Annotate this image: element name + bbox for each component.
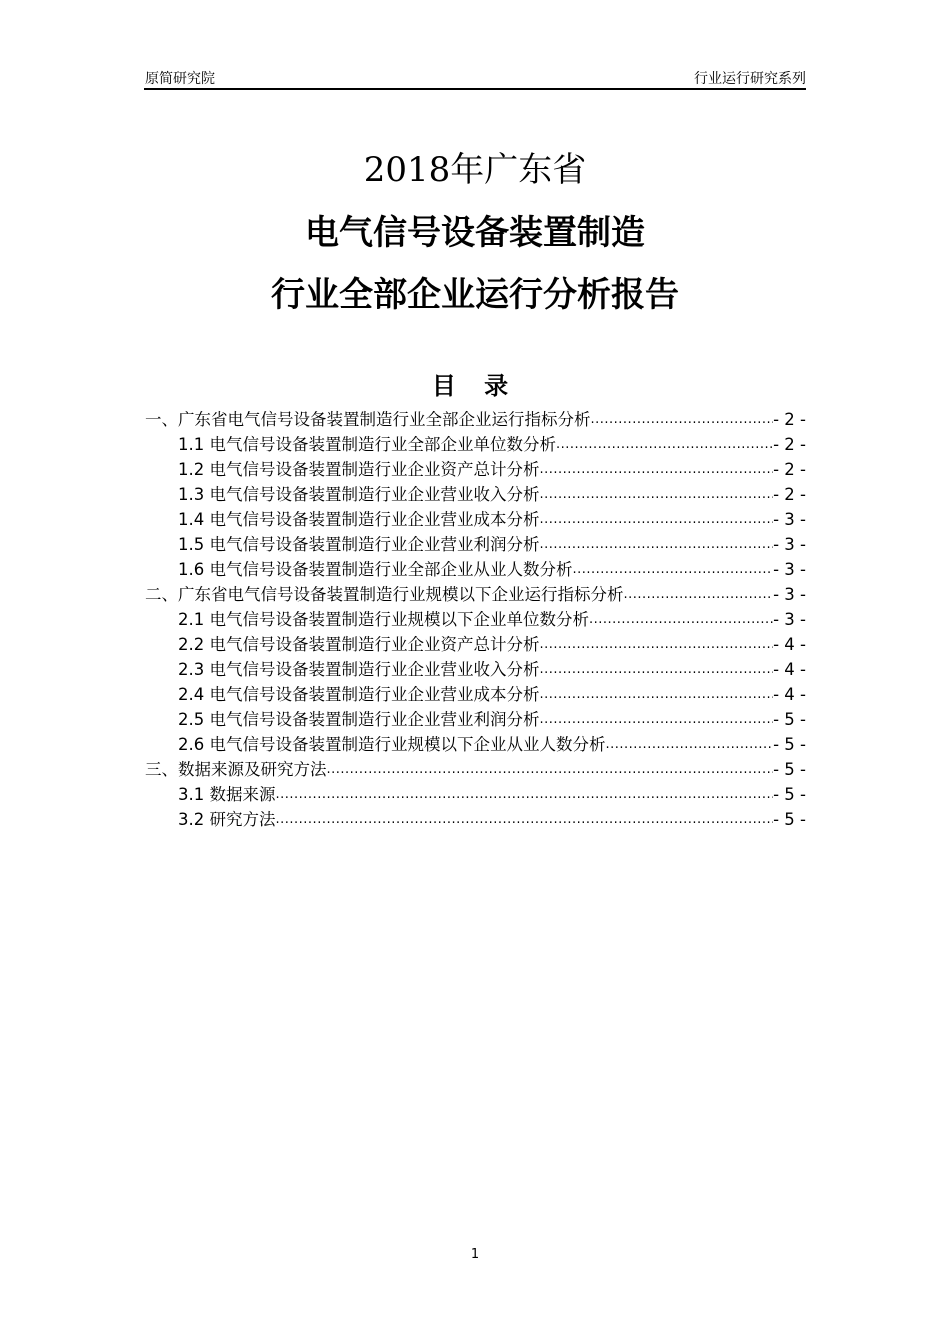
toc-dot-leader: [606, 732, 774, 757]
toc-entry-label: 2.1 电气信号设备装置制造行业规模以下企业单位数分析: [178, 610, 589, 629]
toc-entry-page: - 2 -: [773, 410, 806, 429]
toc-entry-label: 一、广东省电气信号设备装置制造行业全部企业运行指标分析: [145, 410, 591, 429]
title-line-3: 行业全部企业运行分析报告: [271, 275, 679, 315]
toc-dot-leader: [540, 632, 774, 657]
toc-dot-leader: [624, 582, 774, 607]
header-series: 行业运行研究系列: [694, 71, 806, 87]
toc-entry[interactable]: [145, 607, 806, 632]
toc-entry-label: 1.2 电气信号设备装置制造行业企业资产总计分析: [178, 460, 540, 479]
toc-entry-page: - 3 -: [773, 535, 806, 554]
toc-dot-leader: [556, 432, 773, 457]
toc-entry[interactable]: [145, 782, 806, 807]
toc-entry-label: 二、广东省电气信号设备装置制造行业规模以下企业运行指标分析: [145, 585, 624, 604]
toc-entry-label: 2.6 电气信号设备装置制造行业规模以下企业从业人数分析: [178, 735, 606, 754]
toc-heading: 目 录: [431, 372, 519, 400]
toc-dot-leader: [540, 482, 774, 507]
toc-entry[interactable]: [145, 532, 806, 557]
toc-entry-label: 3.2 研究方法: [178, 810, 276, 829]
toc-entry-page: - 5 -: [773, 735, 806, 754]
toc-dot-leader: [327, 757, 774, 782]
toc-dot-leader: [589, 607, 773, 632]
toc-entry-page: - 5 -: [773, 785, 806, 804]
toc-entry[interactable]: [145, 457, 806, 482]
toc-entry-page: - 2 -: [773, 460, 806, 479]
title-line-2: 电气信号设备装置制造: [305, 213, 645, 253]
toc-entry[interactable]: [145, 432, 806, 457]
toc-entry[interactable]: [145, 482, 806, 507]
toc-dot-leader: [540, 707, 774, 732]
toc-dot-leader: [540, 657, 774, 682]
page-number: 1: [470, 1247, 480, 1262]
toc-entry[interactable]: [145, 582, 806, 607]
toc-dot-leader: [540, 682, 774, 707]
toc-entry-page: - 3 -: [773, 560, 806, 579]
toc-dot-leader: [540, 532, 774, 557]
header-org: 原简研究院: [145, 71, 215, 87]
toc-entry-page: - 4 -: [773, 685, 806, 704]
toc-entry-label: 2.3 电气信号设备装置制造行业企业营业收入分析: [178, 660, 540, 679]
toc-entry-page: - 5 -: [773, 810, 806, 829]
title-line-1: 2018年广东省: [363, 150, 587, 190]
toc-entry-label: 1.1 电气信号设备装置制造行业全部企业单位数分析: [178, 435, 556, 454]
toc-entry-page: - 2 -: [773, 435, 806, 454]
toc-entry-page: - 4 -: [773, 635, 806, 654]
toc-entry[interactable]: [145, 657, 806, 682]
toc-entry-label: 3.1 数据来源: [178, 785, 276, 804]
toc-entry-label: 1.6 电气信号设备装置制造行业全部企业从业人数分析: [178, 560, 573, 579]
toc-dot-leader: [591, 407, 774, 432]
header-rule: [144, 88, 806, 90]
toc-entry[interactable]: [145, 632, 806, 657]
toc-entry[interactable]: [145, 507, 806, 532]
toc-entry[interactable]: [145, 807, 806, 832]
toc-dot-leader: [573, 557, 774, 582]
toc-dot-leader: [276, 782, 774, 807]
toc-entry[interactable]: [145, 407, 806, 432]
toc-entry[interactable]: [145, 732, 806, 757]
toc-entry-page: - 5 -: [773, 710, 806, 729]
toc-entry-label: 2.2 电气信号设备装置制造行业企业资产总计分析: [178, 635, 540, 654]
toc-entry-label: 2.5 电气信号设备装置制造行业企业营业利润分析: [178, 710, 540, 729]
toc-entry[interactable]: [145, 757, 806, 782]
toc-entry-label: 1.3 电气信号设备装置制造行业企业营业收入分析: [178, 485, 540, 504]
toc-entry-label: 2.4 电气信号设备装置制造行业企业营业成本分析: [178, 685, 540, 704]
toc-entry-page: - 3 -: [773, 510, 806, 529]
toc-entry-label: 1.5 电气信号设备装置制造行业企业营业利润分析: [178, 535, 540, 554]
toc-entry-page: - 3 -: [773, 585, 806, 604]
toc-entry[interactable]: [145, 707, 806, 732]
toc-entry-page: - 5 -: [773, 760, 806, 779]
toc-entry-page: - 2 -: [773, 485, 806, 504]
toc-entry-label: 1.4 电气信号设备装置制造行业企业营业成本分析: [178, 510, 540, 529]
toc-dot-leader: [540, 507, 774, 532]
toc-entry[interactable]: [145, 557, 806, 582]
toc-entry-label: 三、数据来源及研究方法: [145, 760, 327, 779]
toc-entry[interactable]: [145, 682, 806, 707]
toc-dot-leader: [540, 457, 774, 482]
toc-entry-page: - 4 -: [773, 660, 806, 679]
toc-dot-leader: [276, 807, 774, 832]
toc-entry-page: - 3 -: [773, 610, 806, 629]
table-of-contents: [145, 407, 806, 832]
